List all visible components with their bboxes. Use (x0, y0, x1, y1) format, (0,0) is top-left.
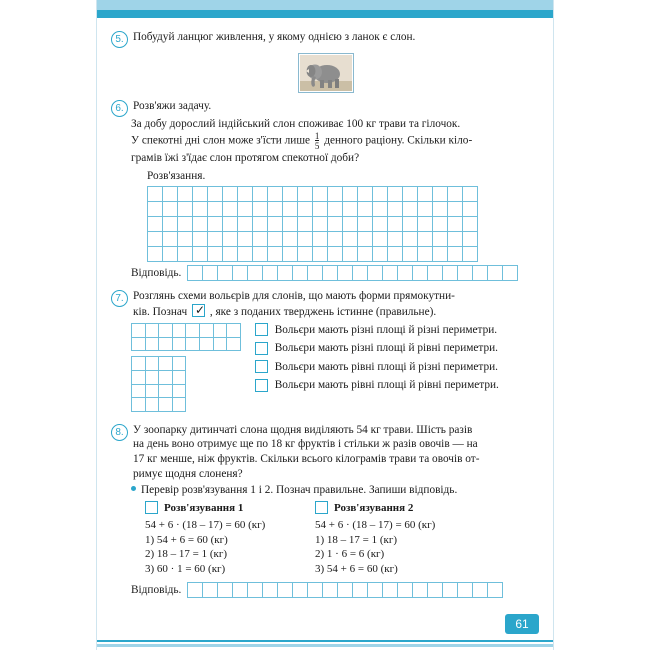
enclosure-b-cell[interactable] (132, 370, 146, 384)
statement-4-text: Вольєри мають рівні площі й рівні периметри. (274, 379, 499, 392)
solution-2-header[interactable] (315, 501, 485, 514)
answer-grid-cell[interactable] (278, 266, 293, 281)
solution-grid-cell[interactable] (298, 247, 313, 262)
solution-grid-cell[interactable] (268, 247, 283, 262)
checkbox-sample-ticked[interactable] (192, 304, 205, 317)
footer-line-accent (97, 640, 553, 642)
task-7-diagrams-and-statements (131, 323, 541, 417)
enclosure-a-cell[interactable] (213, 337, 227, 351)
solution-grid-cell[interactable] (223, 202, 238, 217)
solution-grid-cell[interactable] (433, 232, 448, 247)
enclosure-a-row (132, 337, 241, 351)
enclosure-b-cell[interactable] (172, 384, 186, 398)
solution-grid-cell[interactable] (463, 217, 478, 232)
solution-grid-cell[interactable] (238, 247, 253, 262)
enclosure-a-cell[interactable] (186, 337, 200, 351)
checkbox-statement-2[interactable] (255, 342, 268, 355)
enclosure-b-cell[interactable] (159, 357, 173, 371)
enclosure-diagram-b (131, 356, 186, 411)
answer-grid-cell[interactable] (383, 266, 398, 281)
solution-2-line-2: 1) 18 – 17 = 1 (кг) (315, 533, 398, 546)
answer-grid-row (188, 583, 503, 598)
solution-grid-cell[interactable] (283, 247, 298, 262)
answer-grid-row (188, 266, 518, 281)
solution-1-line-1: 54 + 6 · (18 – 17) = 60 (кг) (145, 519, 266, 532)
task-7-statements (255, 323, 499, 417)
enclosure-b-cell[interactable] (145, 398, 159, 412)
solution-grid-cell[interactable] (358, 232, 373, 247)
answer-grid-cell[interactable] (443, 583, 458, 598)
enclosure-b-cell[interactable] (145, 370, 159, 384)
solution-grid-cell[interactable] (223, 187, 238, 202)
solution-grid-cell[interactable] (148, 247, 163, 262)
solution-grid-cell[interactable] (148, 232, 163, 247)
check-icon: ✓ (195, 302, 206, 317)
answer-grid-cell[interactable] (188, 583, 203, 598)
enclosure-a-cell[interactable] (132, 324, 146, 338)
solution-grid-cell[interactable] (448, 187, 463, 202)
solution-grid-cell[interactable] (253, 187, 268, 202)
solution-grid-cell[interactable] (163, 217, 178, 232)
enclosure-a-cell[interactable] (145, 337, 159, 351)
enclosure-b-cell[interactable] (132, 384, 146, 398)
solution-grid-cell[interactable] (193, 217, 208, 232)
task-6-number: 6. (111, 100, 128, 117)
answer-grid-cell[interactable] (263, 266, 278, 281)
task-7-number: 7. (111, 290, 128, 307)
task-7-line2b: , яке з поданих тверджень істинне (правильне). (209, 305, 437, 318)
solution-grid-cell[interactable] (208, 217, 223, 232)
task-8-answer-row (131, 582, 541, 598)
solution-grid-cell[interactable] (403, 232, 418, 247)
fraction-denominator: 5 (314, 140, 320, 151)
answer-grid-cell[interactable] (458, 266, 473, 281)
solution-grid-cell[interactable] (178, 187, 193, 202)
task-6-answer-label: Відповідь. (131, 267, 182, 279)
solution-grid-cell[interactable] (358, 217, 373, 232)
answer-grid-cell[interactable] (263, 583, 278, 598)
solution-grid-cell[interactable] (418, 187, 433, 202)
solution-grid-cell[interactable] (148, 187, 163, 202)
solution-grid-cell[interactable] (433, 217, 448, 232)
fraction-one-fifth (315, 132, 320, 151)
solution-grid-cell[interactable] (448, 217, 463, 232)
solution-grid-cell[interactable] (148, 202, 163, 217)
task-7-text (133, 289, 455, 319)
fraction-numerator: 1 (314, 131, 320, 141)
solution-grid-cell[interactable] (463, 202, 478, 217)
enclosure-b-cell[interactable] (172, 370, 186, 384)
solution-column-1 (145, 501, 315, 576)
enclosure-b-cell[interactable] (172, 398, 186, 412)
answer-grid-cell[interactable] (203, 266, 218, 281)
solution-1-title: Розв'язування 1 (164, 501, 244, 514)
task-6-solution-grid-wrap[interactable] (147, 186, 541, 262)
checkbox-solution-1[interactable] (145, 501, 158, 514)
page-number-badge: 61 (505, 614, 539, 634)
task-8-line4: римує щодня слоненя? (133, 467, 243, 480)
solution-grid-cell[interactable] (328, 217, 343, 232)
enclosure-b-cell[interactable] (172, 357, 186, 371)
answer-grid-cell[interactable] (428, 266, 443, 281)
task-6-solution-label: Розв'язання. (147, 170, 206, 182)
answer-grid-cell[interactable] (233, 583, 248, 598)
solution-grid-cell[interactable] (373, 217, 388, 232)
answer-grid-cell[interactable] (473, 583, 488, 598)
solution-grid-cell[interactable] (193, 232, 208, 247)
solution-grid-cell[interactable] (238, 187, 253, 202)
task-8-line1: У зоопарку дитинчаті слона щодня виділяють 54 кг трави. Шість разів (133, 423, 473, 436)
statement-1-text: Вольєри мають різні площі й різні периметри. (274, 323, 498, 336)
task-8-bullet-text: Перевір розв'язування 1 і 2. Познач правильне. Запиши відповідь. (141, 484, 458, 497)
statement-row-4[interactable] (255, 379, 499, 392)
solution-grid-cell[interactable] (433, 202, 448, 217)
task-5-number: 5. (111, 31, 128, 48)
answer-grid-cell[interactable] (233, 266, 248, 281)
solution-grid-cell[interactable] (403, 202, 418, 217)
task-6-answer-grid[interactable] (187, 265, 518, 281)
solution-grid-cell[interactable] (253, 232, 268, 247)
statement-3-text: Вольєри мають рівні площі й різні периметри. (274, 360, 498, 373)
enclosure-b-cell[interactable] (132, 357, 146, 371)
solution-grid-cell[interactable] (433, 187, 448, 202)
enclosure-diagram-a (131, 323, 241, 351)
solution-grid-row (148, 247, 478, 262)
statement-row-2[interactable] (255, 342, 499, 355)
solution-grid-cell[interactable] (388, 187, 403, 202)
solution-grid-cell[interactable] (373, 202, 388, 217)
task-5-text: Побудуй ланцюг живлення, у якому однією з ланок є слон. (133, 31, 416, 43)
solution-grid-cell[interactable] (313, 187, 328, 202)
enclosure-b-cell[interactable] (132, 398, 146, 412)
solution-grid-cell[interactable] (388, 247, 403, 262)
solution-grid-cell[interactable] (268, 202, 283, 217)
solution-grid-cell[interactable] (403, 217, 418, 232)
answer-grid-cell[interactable] (368, 266, 383, 281)
solution-grid-cell[interactable] (223, 247, 238, 262)
solution-grid-cell[interactable] (163, 187, 178, 202)
answer-grid-cell[interactable] (473, 266, 488, 281)
enclosure-a-cell[interactable] (186, 324, 200, 338)
solution-grid-cell[interactable] (178, 217, 193, 232)
answer-grid-cell[interactable] (443, 266, 458, 281)
solution-grid-cell[interactable] (433, 247, 448, 262)
enclosure-b-cell[interactable] (145, 384, 159, 398)
solution-1-header[interactable] (145, 501, 315, 514)
solution-grid-cell[interactable] (343, 217, 358, 232)
statement-row-1[interactable] (255, 323, 499, 336)
solution-grid-cell[interactable] (193, 202, 208, 217)
solution-1-line-2: 1) 54 + 6 = 60 (кг) (145, 533, 228, 546)
answer-grid-cell[interactable] (323, 266, 338, 281)
checkbox-solution-2[interactable] (315, 501, 328, 514)
solution-grid-cell[interactable] (418, 232, 433, 247)
answer-grid-cell[interactable] (413, 266, 428, 281)
solution-grid-cell[interactable] (343, 202, 358, 217)
solution-grid-cell[interactable] (238, 232, 253, 247)
answer-grid-cell[interactable] (323, 583, 338, 598)
solution-grid-cell[interactable] (358, 247, 373, 262)
answer-grid-cell[interactable] (338, 266, 353, 281)
answer-grid-cell[interactable] (293, 266, 308, 281)
task-8-number: 8. (111, 424, 128, 441)
solution-grid-cell[interactable] (343, 247, 358, 262)
solution-grid-cell[interactable] (403, 247, 418, 262)
bullet-icon (131, 486, 136, 491)
solution-grid-cell[interactable] (223, 232, 238, 247)
solution-grid-cell[interactable] (283, 202, 298, 217)
task-8-line3: 17 кг менше, ніж фруктів. Скільки всього кілограмів трави та овочів от- (133, 452, 480, 465)
solution-grid-cell[interactable] (283, 217, 298, 232)
solution-2-line-4: 3) 54 + 6 = 60 (кг) (315, 562, 398, 575)
solution-grid-cell[interactable] (253, 217, 268, 232)
solution-grid-cell[interactable] (328, 247, 343, 262)
task-8-bullet-line (131, 483, 541, 498)
solution-grid-cell[interactable] (358, 202, 373, 217)
answer-grid-cell[interactable] (353, 583, 368, 598)
task-5-head (111, 30, 541, 48)
enclosure-b-row (132, 357, 186, 371)
task-8-line2: на день воно отримує ще по 18 кг фруктів і стільки ж разів овочів — на (133, 438, 478, 451)
solution-grid-cell[interactable] (388, 232, 403, 247)
solution-grid-cell[interactable] (463, 247, 478, 262)
enclosure-a-cell[interactable] (227, 324, 241, 338)
solution-grid-cell[interactable] (163, 247, 178, 262)
solution-grid-cell[interactable] (313, 232, 328, 247)
solution-grid-cell[interactable] (343, 187, 358, 202)
solution-grid-cell[interactable] (268, 232, 283, 247)
answer-grid-cell[interactable] (353, 266, 368, 281)
task-8-solution-columns (145, 501, 541, 576)
solution-grid-cell[interactable] (223, 217, 238, 232)
enclosure-a-cell[interactable] (213, 324, 227, 338)
task-8-text (133, 423, 479, 481)
solution-grid-cell[interactable] (268, 187, 283, 202)
enclosure-a-cell[interactable] (132, 337, 146, 351)
solution-grid-cell[interactable] (238, 202, 253, 217)
solution-grid-cell[interactable] (313, 202, 328, 217)
solution-grid-row (148, 187, 478, 202)
solution-grid-cell[interactable] (448, 247, 463, 262)
solution-grid-cell[interactable] (313, 247, 328, 262)
task-5 (111, 30, 541, 93)
task-6-line2a: У спекотні дні слон може з'їсти лише (131, 134, 311, 147)
solution-grid-cell[interactable] (178, 232, 193, 247)
solution-grid-cell[interactable] (448, 202, 463, 217)
enclosure-a-cell[interactable] (172, 337, 186, 351)
solution-grid-cell[interactable] (298, 217, 313, 232)
task-7-line2a: ків. Познач (133, 305, 188, 318)
answer-grid-cell[interactable] (278, 583, 293, 598)
answer-grid-cell[interactable] (218, 266, 233, 281)
solution-grid-cell[interactable] (178, 247, 193, 262)
solution-grid-cell[interactable] (388, 217, 403, 232)
page-content (97, 22, 555, 604)
solution-grid-cell[interactable] (253, 202, 268, 217)
solution-grid-cell[interactable] (208, 232, 223, 247)
solution-grid-cell[interactable] (373, 247, 388, 262)
enclosure-b-cell[interactable] (159, 384, 173, 398)
answer-grid-cell[interactable] (488, 266, 503, 281)
answer-grid-cell[interactable] (248, 266, 263, 281)
solution-grid-cell[interactable] (463, 187, 478, 202)
task-6-answer-row (131, 265, 541, 281)
solution-grid-cell[interactable] (208, 187, 223, 202)
task-7-head (111, 289, 541, 319)
solution-grid-cell[interactable] (193, 187, 208, 202)
solution-grid-cell[interactable] (418, 217, 433, 232)
solution-1-line-4: 3) 60 · 1 = 60 (кг) (145, 562, 226, 575)
elephant-photo (298, 53, 354, 93)
solution-grid-row (148, 202, 478, 217)
answer-grid-cell[interactable] (338, 583, 353, 598)
solution-grid-cell[interactable] (163, 202, 178, 217)
answer-grid-cell[interactable] (383, 583, 398, 598)
statement-row-3[interactable] (255, 360, 499, 373)
task-6-line1: За добу дорослий індійський слон споживає 100 кг трави та гілочок. (131, 118, 461, 130)
checkbox-statement-3[interactable] (255, 360, 268, 373)
task-7 (111, 289, 541, 417)
solution-grid-row (148, 217, 478, 232)
answer-grid-cell[interactable] (368, 583, 383, 598)
enclosure-a-cell[interactable] (145, 324, 159, 338)
task-8 (111, 423, 541, 598)
solution-grid-cell[interactable] (298, 202, 313, 217)
workbook-page (96, 0, 554, 650)
solution-grid-cell[interactable] (403, 187, 418, 202)
solution-grid-cell[interactable] (193, 247, 208, 262)
solution-grid-cell[interactable] (448, 232, 463, 247)
enclosure-a-row (132, 324, 241, 338)
task-8-answer-grid[interactable] (187, 582, 503, 598)
solution-grid-cell[interactable] (373, 187, 388, 202)
solution-grid-cell[interactable] (298, 232, 313, 247)
solution-grid-cell[interactable] (208, 202, 223, 217)
solution-grid-cell[interactable] (328, 232, 343, 247)
enclosure-b-cell[interactable] (159, 398, 173, 412)
answer-grid-cell[interactable] (203, 583, 218, 598)
task-6-line3: грамів їжі з'їдає слон протягом спекотної доби? (131, 152, 360, 164)
answer-grid-cell[interactable] (218, 583, 233, 598)
solution-grid-cell[interactable] (463, 232, 478, 247)
solution-grid-cell[interactable] (283, 232, 298, 247)
answer-grid-cell[interactable] (428, 583, 443, 598)
task-6-line2 (131, 132, 541, 151)
enclosure-b-row (132, 398, 186, 412)
footer-line-band (97, 644, 553, 647)
page-header-band (97, 0, 553, 22)
solution-2-title: Розв'язування 2 (334, 501, 414, 514)
task-6-solution-grid[interactable] (147, 186, 478, 262)
answer-grid-cell[interactable] (398, 266, 413, 281)
answer-grid-cell[interactable] (488, 583, 503, 598)
solution-grid-cell[interactable] (268, 217, 283, 232)
answer-grid-cell[interactable] (413, 583, 428, 598)
answer-grid-cell[interactable] (293, 583, 308, 598)
enclosure-a-cell[interactable] (159, 337, 173, 351)
solution-grid-cell[interactable] (208, 247, 223, 262)
answer-grid-cell[interactable] (398, 583, 413, 598)
enclosure-a-cell[interactable] (227, 337, 241, 351)
task-8-answer-label: Відповідь. (131, 584, 182, 597)
answer-grid-cell[interactable] (458, 583, 473, 598)
enclosure-a-cell[interactable] (172, 324, 186, 338)
solution-grid-cell[interactable] (178, 202, 193, 217)
solution-grid-cell[interactable] (373, 232, 388, 247)
task-6 (111, 99, 541, 281)
solution-grid-cell[interactable] (418, 202, 433, 217)
answer-grid-cell[interactable] (308, 583, 323, 598)
solution-grid-row (148, 232, 478, 247)
solution-grid-cell[interactable] (328, 187, 343, 202)
answer-grid-cell[interactable] (248, 583, 263, 598)
checkbox-statement-1[interactable] (255, 323, 268, 336)
checkbox-statement-4[interactable] (255, 379, 268, 392)
statement-2-text: Вольєри мають різні площі й рівні периметри. (274, 342, 498, 355)
solution-grid-cell[interactable] (328, 202, 343, 217)
enclosure-a-cell[interactable] (159, 324, 173, 338)
solution-grid-cell[interactable] (163, 232, 178, 247)
enclosure-b-row (132, 384, 186, 398)
answer-grid-cell[interactable] (503, 266, 518, 281)
enclosure-diagrams (131, 323, 241, 417)
task-6-text: Розв'яжи задачу. (133, 100, 212, 112)
task-8-head (111, 423, 541, 481)
task-7-line1: Розглянь схеми вольєрів для слонів, що мають форми прямокутни- (133, 290, 455, 302)
solution-grid-cell[interactable] (253, 247, 268, 262)
solution-grid-cell[interactable] (418, 247, 433, 262)
solution-grid-cell[interactable] (313, 217, 328, 232)
task-6-line2b: денного раціону. Скільки кіло- (324, 134, 473, 147)
solution-2-line-1: 54 + 6 · (18 – 17) = 60 (кг) (315, 519, 436, 532)
enclosure-a-cell[interactable] (199, 324, 213, 338)
solution-2-line-3: 2) 1 · 6 = 6 (кг) (315, 548, 385, 561)
solution-grid-cell[interactable] (388, 202, 403, 217)
answer-grid-cell[interactable] (308, 266, 323, 281)
enclosure-b-cell[interactable] (145, 357, 159, 371)
enclosure-b-cell[interactable] (159, 370, 173, 384)
solution-grid-cell[interactable] (343, 232, 358, 247)
answer-grid-cell[interactable] (188, 266, 203, 281)
solution-grid-cell[interactable] (283, 187, 298, 202)
solution-column-2 (315, 501, 485, 576)
solution-grid-cell[interactable] (148, 217, 163, 232)
enclosure-b-row (132, 370, 186, 384)
solution-grid-cell[interactable] (238, 217, 253, 232)
solution-grid-cell[interactable] (358, 187, 373, 202)
solution-1-line-3: 2) 18 – 17 = 1 (кг) (145, 548, 228, 561)
task-6-head (111, 99, 541, 117)
enclosure-a-cell[interactable] (199, 337, 213, 351)
solution-grid-cell[interactable] (298, 187, 313, 202)
